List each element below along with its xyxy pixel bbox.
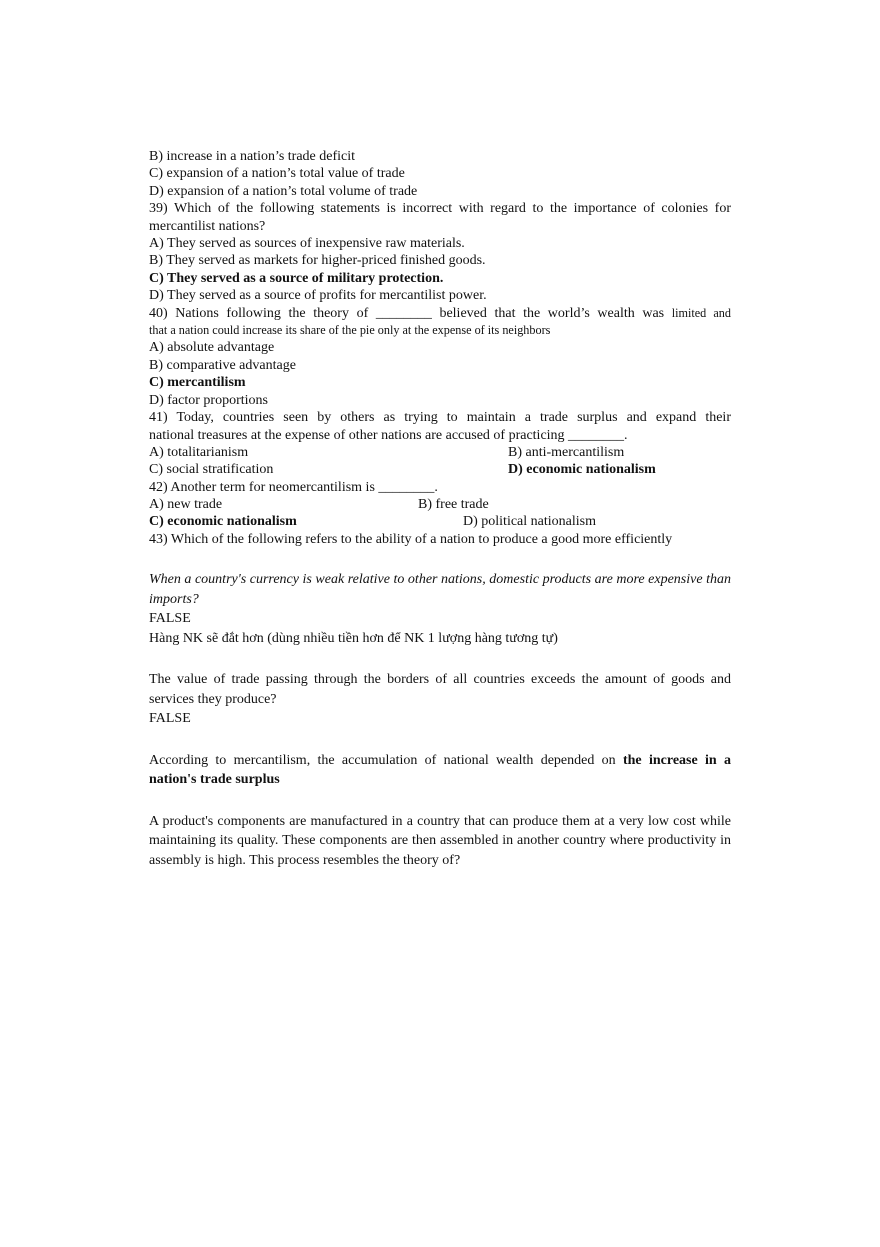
q40-question-line2: that a nation could increase its share of the pie only at the expense of its neighbors xyxy=(149,323,551,338)
q41-question-line2: national treasures at the expense of other nations are accused of practicing ________. xyxy=(149,427,628,443)
q41-question-line1: 41) Today, countries seen by others as trying to maintain a trade surplus and expand their xyxy=(149,410,731,426)
q41-option-d-answer: D) economic nationalism xyxy=(508,462,656,478)
q39-question-line1: 39) Which of the following statements is incorrect with regard to the importance of colonies for xyxy=(149,201,731,217)
note1-comment: Hàng NK sẽ đắt hơn (dùng nhiều tiền hơn để NK 1 lượng hàng tương tự) xyxy=(149,630,558,646)
note3-answer: the increase in a nation's trade surplus xyxy=(149,752,731,788)
q41-options-row1 xyxy=(149,444,731,461)
q39-option-c-answer: C) They served as a source of military protection. xyxy=(149,270,444,286)
q38-option-c: C) expansion of a nation’s total value of trade xyxy=(149,166,405,182)
note1-answer: FALSE xyxy=(149,611,191,627)
q42-options-row1 xyxy=(149,496,731,513)
note4-question: A product's components are manufactured in a country that can produce them at a very low cost while maintaining its quality. These components are then assembled in another country where productivity in assembly is high. This process resembles the theory of? xyxy=(149,813,731,868)
q42-options-row2 xyxy=(149,513,731,530)
note1-question: When a country's currency is weak relative to other nations, domestic products are more expensive than imports? xyxy=(149,572,731,607)
q39-option-d: D) They served as a source of profits for mercantilist power. xyxy=(149,288,487,304)
spacer xyxy=(149,548,731,570)
q43-question: 43) Which of the following refers to the ability of a nation to produce a good more efficiently xyxy=(149,531,673,547)
q39-option-b: B) They served as markets for higher-priced finished goods. xyxy=(149,253,486,269)
q42-option-b: B) free trade xyxy=(418,497,489,513)
q40-question-line1 xyxy=(149,305,731,322)
note2-answer: FALSE xyxy=(149,711,191,727)
note2-question: The value of trade passing through the borders of all countries exceeds the amount of goods and services they produce? xyxy=(149,672,731,707)
q42-option-c-answer: C) economic nationalism xyxy=(149,514,297,530)
q39-question-line2: mercantilist nations? xyxy=(149,218,266,234)
note3-statement xyxy=(149,751,731,790)
note3-prefix: According to mercantilism, the accumulation of national wealth depended on xyxy=(149,752,616,768)
q40-option-c-answer: C) mercantilism xyxy=(149,375,246,391)
q41-options-row2 xyxy=(149,461,731,478)
q38-option-d: D) expansion of a nation’s total volume of trade xyxy=(149,183,418,199)
spacer xyxy=(149,648,731,670)
q38-option-b: B) increase in a nation’s trade deficit xyxy=(149,149,356,164)
q40-option-d: D) factor proportions xyxy=(149,392,268,408)
document-page xyxy=(149,148,731,870)
q42-question: 42) Another term for neomercantilism is ________. xyxy=(149,479,438,495)
q40-question-line1-main: 40) Nations following the theory of ________ believed that the world’s wealth was xyxy=(149,305,665,321)
q41-option-c: C) social stratification xyxy=(149,462,274,478)
q41-option-b: B) anti-mercantilism xyxy=(508,444,625,460)
spacer xyxy=(149,790,731,812)
q40-option-a: A) absolute advantage xyxy=(149,340,275,356)
q40-option-b: B) comparative advantage xyxy=(149,357,296,373)
spacer xyxy=(149,729,731,751)
q42-option-d: D) political nationalism xyxy=(463,514,596,530)
q40-question-line1-tail: limited and xyxy=(671,305,731,320)
q39-option-a: A) They served as sources of inexpensive raw materials. xyxy=(149,236,465,252)
q41-option-a: A) totalitarianism xyxy=(149,444,249,460)
q42-option-a: A) new trade xyxy=(149,497,223,513)
